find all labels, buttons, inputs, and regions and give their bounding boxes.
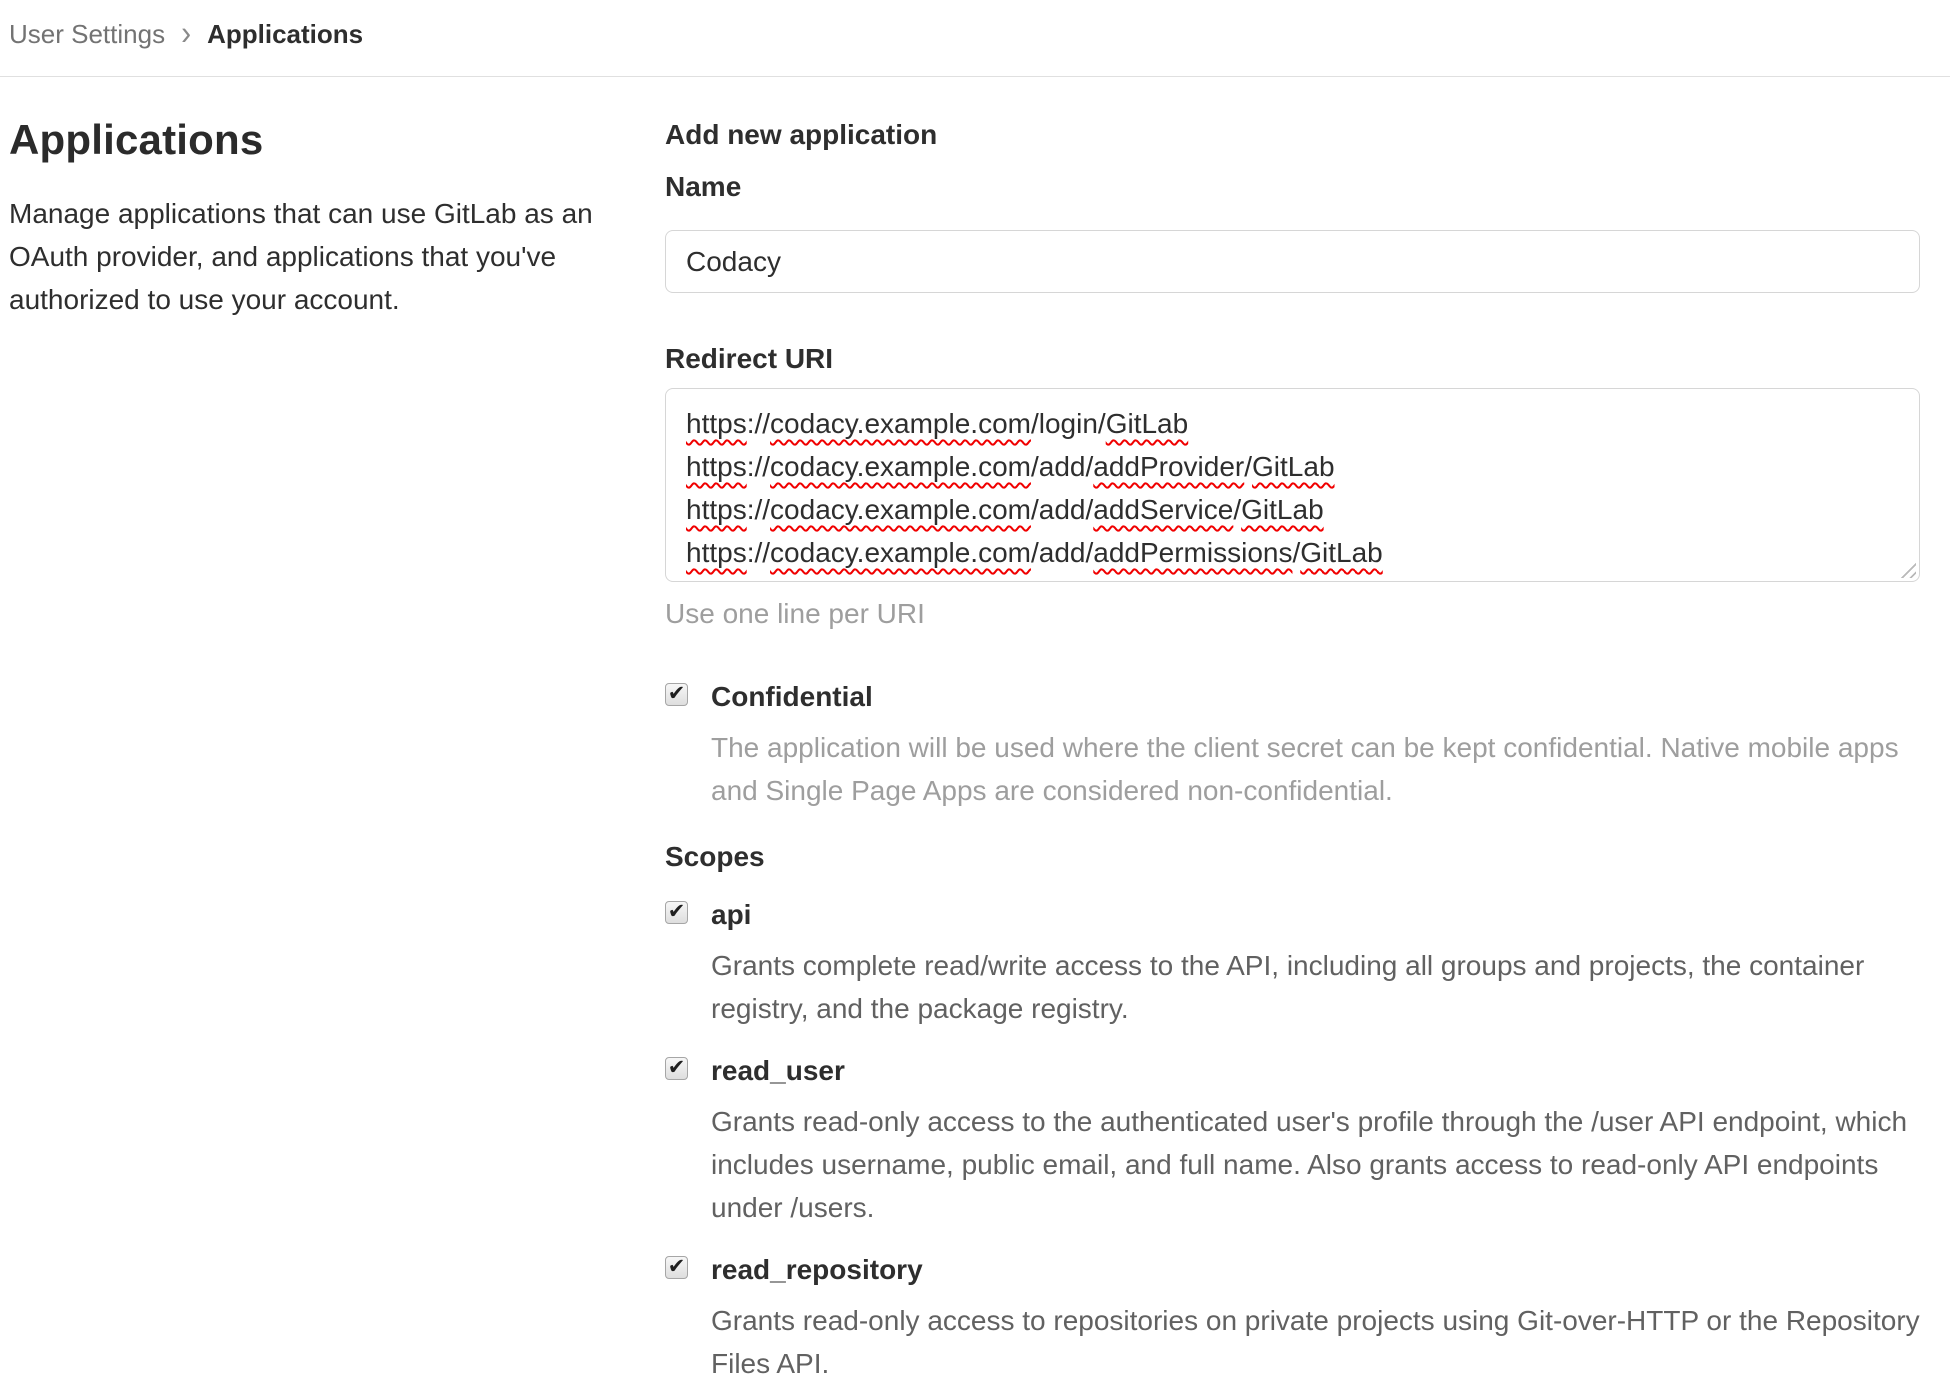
application-name-input[interactable]	[665, 230, 1920, 293]
page-title: Applications	[9, 116, 264, 163]
name-label: Name	[665, 171, 742, 202]
chevron-right-icon: ›	[181, 14, 192, 53]
read-repository-scope-checkbox[interactable]	[665, 1256, 688, 1279]
api-scope-checkbox[interactable]	[665, 901, 688, 924]
redirect-uri-line: https://codacy.example.com/add/addProvider/GitLab	[686, 451, 1335, 482]
confidential-row	[665, 680, 1920, 714]
read-user-scope-description-line: under /users.	[711, 1192, 875, 1223]
scope-row-api	[665, 898, 1920, 932]
form-heading: Add new application	[665, 119, 938, 150]
check-icon: ✔	[667, 1055, 686, 1079]
confidential-description-line: and Single Page Apps are considered non-confidential.	[711, 775, 1393, 806]
read-user-scope-description	[665, 1100, 1920, 1229]
read-repository-scope-label[interactable]: read_repository	[711, 1254, 923, 1285]
redirect-uri-textarea[interactable]	[665, 388, 1920, 582]
scope-row-read-repository	[665, 1253, 1920, 1287]
read-user-scope-label[interactable]: read_user	[711, 1055, 845, 1086]
page-description-line: OAuth provider, and applications that you've	[9, 241, 557, 272]
confidential-description	[665, 726, 1920, 812]
redirect-uri-line: https://codacy.example.com/login/GitLab	[686, 408, 1189, 439]
check-icon: ✔	[667, 681, 686, 705]
api-scope-description	[665, 944, 1920, 1030]
add-application-form	[665, 0, 1920, 1385]
page-description-line: Manage applications that can use GitLab as an	[9, 198, 593, 229]
textarea-resize-handle[interactable]	[1897, 559, 1916, 578]
redirect-uri-help: Use one line per URI	[665, 598, 925, 629]
api-scope-description-line: registry, and the package registry.	[711, 993, 1129, 1024]
read-repository-scope-description-line: Files API.	[711, 1348, 830, 1379]
breadcrumb-current-page: Applications	[207, 19, 364, 49]
page-description	[9, 192, 629, 321]
scope-row-read-user	[665, 1054, 1920, 1088]
confidential-description-line: The application will be used where the client secret can be kept confidential. Native mobile apps	[711, 732, 1899, 763]
read-user-scope-checkbox[interactable]	[665, 1057, 688, 1080]
api-scope-description-line: Grants complete read/write access to the API, including all groups and projects, the container	[711, 950, 1865, 981]
breadcrumb-user-settings-link[interactable]: User Settings	[9, 19, 166, 49]
read-repository-scope-description	[665, 1299, 1920, 1385]
read-user-scope-description-line: includes username, public email, and full name. Also grants access to read-only API endpoints	[711, 1149, 1879, 1180]
read-repository-scope-description-line: Grants read-only access to repositories on private projects using Git-over-HTTP or the Repository	[711, 1305, 1920, 1336]
redirect-uri-line: https://codacy.example.com/add/addPermissions/GitLab	[686, 537, 1383, 568]
breadcrumb	[9, 14, 364, 53]
redirect-uri-line: https://codacy.example.com/add/addService/GitLab	[686, 494, 1324, 525]
read-user-scope-description-line: Grants read-only access to the authenticated user's profile through the /user API endpoint, which	[711, 1106, 1908, 1137]
check-icon: ✔	[667, 1254, 686, 1278]
redirect-uri-label: Redirect URI	[665, 343, 834, 374]
scopes-heading: Scopes	[665, 841, 765, 872]
check-icon: ✔	[667, 899, 686, 923]
api-scope-label[interactable]: api	[711, 899, 752, 930]
section-info-column	[9, 116, 629, 321]
confidential-label[interactable]: Confidential	[711, 681, 873, 712]
page-description-line: authorized to use your account.	[9, 284, 400, 315]
confidential-checkbox[interactable]	[665, 683, 688, 706]
